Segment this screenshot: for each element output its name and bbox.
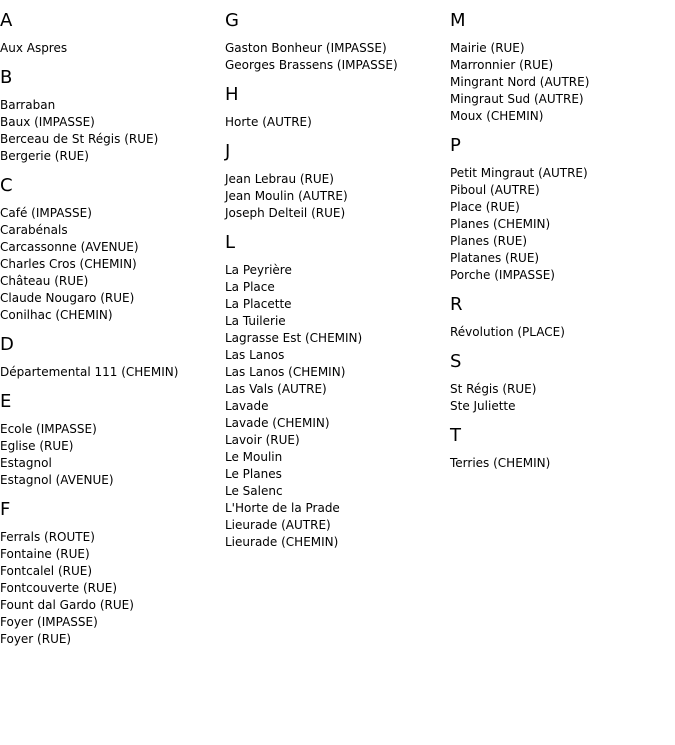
group-letter-heading: D bbox=[0, 334, 14, 355]
street-link[interactable]: Barraban bbox=[0, 98, 56, 112]
street-link[interactable]: Le Planes bbox=[225, 467, 282, 481]
street-link[interactable]: Bergerie (RUE) bbox=[0, 149, 89, 163]
letter-group bbox=[450, 135, 672, 284]
street-list bbox=[450, 324, 672, 341]
street-link[interactable]: La Peyrière bbox=[225, 263, 292, 277]
street-link[interactable]: Horte (AUTRE) bbox=[225, 115, 312, 129]
street-list bbox=[0, 205, 220, 324]
street-list bbox=[450, 381, 672, 415]
letter-group bbox=[225, 10, 445, 74]
street-list bbox=[0, 529, 220, 648]
street-link[interactable]: Marronnier (RUE) bbox=[450, 58, 554, 72]
street-list bbox=[225, 114, 445, 131]
street-link[interactable]: Ste Juliette bbox=[450, 399, 516, 413]
letter-group bbox=[450, 10, 672, 125]
street-link[interactable]: Foyer (IMPASSE) bbox=[0, 615, 98, 629]
street-link[interactable]: La Tuilerie bbox=[225, 314, 286, 328]
street-link[interactable]: Ferrals (ROUTE) bbox=[0, 530, 95, 544]
street-link[interactable]: Fontcouverte (RUE) bbox=[0, 581, 118, 595]
street-list bbox=[0, 40, 220, 57]
street-link[interactable]: Gaston Bonheur (IMPASSE) bbox=[225, 41, 387, 55]
street-link[interactable]: Georges Brassens (IMPASSE) bbox=[225, 58, 398, 72]
street-index-column-1 bbox=[0, 0, 220, 648]
street-link[interactable]: Estagnol bbox=[0, 456, 52, 470]
street-link[interactable]: Aux Aspres bbox=[0, 41, 68, 55]
street-index-column-3 bbox=[450, 0, 672, 472]
letter-group bbox=[0, 334, 220, 381]
group-letter-heading: J bbox=[225, 141, 231, 162]
letter-group bbox=[450, 294, 672, 341]
street-link[interactable]: Petit Mingraut (AUTRE) bbox=[450, 166, 588, 180]
letter-group bbox=[0, 391, 220, 489]
street-link[interactable]: Mingrant Nord (AUTRE) bbox=[450, 75, 590, 89]
street-link[interactable]: Château (RUE) bbox=[0, 274, 89, 288]
group-letter-heading: H bbox=[225, 84, 239, 105]
group-letter-heading: G bbox=[225, 10, 239, 31]
letter-group bbox=[0, 10, 220, 57]
street-link[interactable]: Lieurade (CHEMIN) bbox=[225, 535, 339, 549]
street-list bbox=[450, 165, 672, 284]
street-link[interactable]: Berceau de St Régis (RUE) bbox=[0, 132, 159, 146]
letter-group bbox=[0, 67, 220, 165]
letter-group bbox=[450, 351, 672, 415]
street-link[interactable]: Fount dal Gardo (RUE) bbox=[0, 598, 134, 612]
street-link[interactable]: Baux (IMPASSE) bbox=[0, 115, 95, 129]
street-list bbox=[225, 40, 445, 74]
group-letter-heading: C bbox=[0, 175, 13, 196]
group-letter-heading: P bbox=[450, 135, 461, 156]
group-letter-heading: F bbox=[0, 499, 11, 520]
letter-group bbox=[0, 175, 220, 324]
group-letter-heading: R bbox=[450, 294, 463, 315]
street-link[interactable]: Porche (IMPASSE) bbox=[450, 268, 555, 282]
street-link[interactable]: Lavoir (RUE) bbox=[225, 433, 300, 447]
street-link[interactable]: Fontaine (RUE) bbox=[0, 547, 90, 561]
street-link[interactable]: Mairie (RUE) bbox=[450, 41, 525, 55]
street-list bbox=[0, 97, 220, 165]
street-link[interactable]: Le Moulin bbox=[225, 450, 283, 464]
letter-group bbox=[450, 425, 672, 472]
street-link[interactable]: Lavade bbox=[225, 399, 269, 413]
street-list bbox=[0, 421, 220, 489]
street-index-column-2 bbox=[225, 0, 445, 551]
letter-group bbox=[225, 84, 445, 131]
street-link[interactable]: Lieurade (AUTRE) bbox=[225, 518, 331, 532]
street-list bbox=[225, 262, 445, 551]
street-link[interactable]: Platanes (RUE) bbox=[450, 251, 540, 265]
street-link[interactable]: Départemental 111 (CHEMIN) bbox=[0, 365, 179, 379]
street-link[interactable]: La Placette bbox=[225, 297, 292, 311]
street-link[interactable]: La Place bbox=[225, 280, 275, 294]
street-link[interactable]: Charles Cros (CHEMIN) bbox=[0, 257, 137, 271]
street-link[interactable]: Terries (CHEMIN) bbox=[450, 456, 551, 470]
street-list bbox=[0, 364, 220, 381]
street-link[interactable]: Fontcalel (RUE) bbox=[0, 564, 93, 578]
street-link[interactable]: Joseph Delteil (RUE) bbox=[225, 206, 346, 220]
group-letter-heading: T bbox=[450, 425, 461, 446]
street-link[interactable]: Claude Nougaro (RUE) bbox=[0, 291, 135, 305]
group-letter-heading: S bbox=[450, 351, 462, 372]
street-link[interactable]: Place (RUE) bbox=[450, 200, 520, 214]
street-link[interactable]: Révolution (PLACE) bbox=[450, 325, 565, 339]
street-link[interactable]: Las Lanos bbox=[225, 348, 285, 362]
street-link[interactable]: Carcassonne (AVENUE) bbox=[0, 240, 139, 254]
street-link[interactable]: Planes (RUE) bbox=[450, 234, 528, 248]
street-link[interactable]: Mingraut Sud (AUTRE) bbox=[450, 92, 584, 106]
street-link[interactable]: Estagnol (AVENUE) bbox=[0, 473, 114, 487]
letter-group bbox=[225, 141, 445, 222]
street-link[interactable]: Piboul (AUTRE) bbox=[450, 183, 540, 197]
group-letter-heading: L bbox=[225, 232, 236, 253]
street-link[interactable]: Café (IMPASSE) bbox=[0, 206, 92, 220]
street-list bbox=[225, 171, 445, 222]
street-link[interactable]: Le Salenc bbox=[225, 484, 283, 498]
street-link[interactable]: Planes (CHEMIN) bbox=[450, 217, 551, 231]
street-link[interactable]: Carabénals bbox=[0, 223, 68, 237]
group-letter-heading: M bbox=[450, 10, 466, 31]
street-link[interactable]: Lagrasse Est (CHEMIN) bbox=[225, 331, 363, 345]
group-letter-heading: B bbox=[0, 67, 13, 88]
group-letter-heading: A bbox=[0, 10, 13, 31]
street-list bbox=[450, 40, 672, 125]
street-link[interactable]: L'Horte de la Prade bbox=[225, 501, 340, 515]
street-link[interactable]: Eglise (RUE) bbox=[0, 439, 74, 453]
street-list bbox=[450, 455, 672, 472]
street-link[interactable]: Conilhac (CHEMIN) bbox=[0, 308, 113, 322]
street-link[interactable]: Las Vals (AUTRE) bbox=[225, 382, 327, 396]
street-link[interactable]: Moux (CHEMIN) bbox=[450, 109, 544, 123]
street-link[interactable]: Ecole (IMPASSE) bbox=[0, 422, 97, 436]
group-letter-heading: E bbox=[0, 391, 12, 412]
letter-group bbox=[225, 232, 445, 551]
street-link[interactable]: St Régis (RUE) bbox=[450, 382, 537, 396]
letter-group bbox=[0, 499, 220, 648]
street-link[interactable]: Foyer (RUE) bbox=[0, 632, 72, 646]
street-link[interactable]: Las Lanos (CHEMIN) bbox=[225, 365, 346, 379]
street-link[interactable]: Lavade (CHEMIN) bbox=[225, 416, 330, 430]
street-link[interactable]: Jean Lebrau (RUE) bbox=[225, 172, 334, 186]
street-link[interactable]: Jean Moulin (AUTRE) bbox=[225, 189, 348, 203]
